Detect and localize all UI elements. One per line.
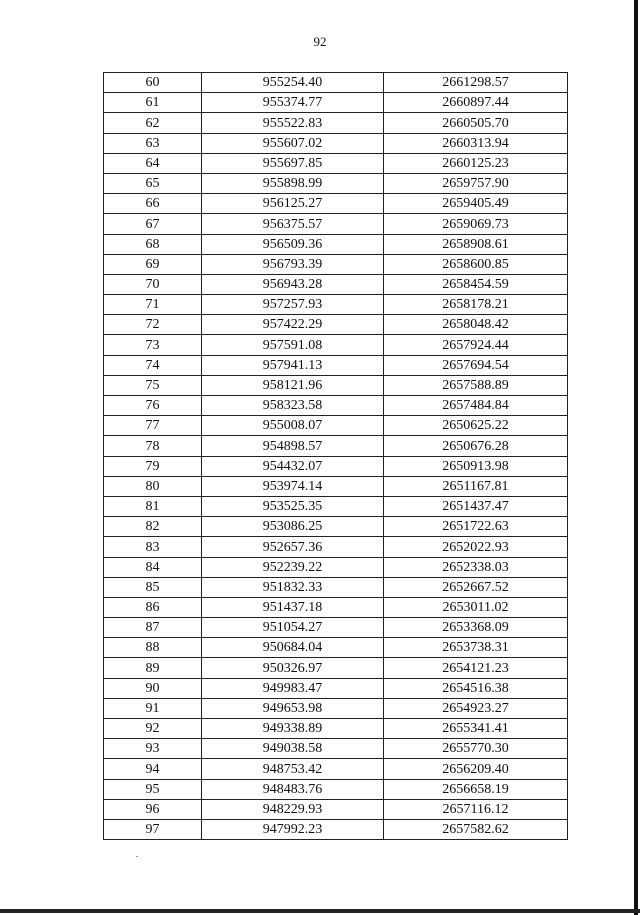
table-row xyxy=(104,739,568,759)
point-number-cell: 79 xyxy=(104,456,202,476)
point-number-cell: 97 xyxy=(104,819,202,839)
y-coordinate-cell: 2654516.38 xyxy=(384,678,568,698)
x-coordinate-cell: 951054.27 xyxy=(202,618,384,638)
x-coordinate-cell: 949338.89 xyxy=(202,719,384,739)
page-number: 92 xyxy=(313,34,327,49)
table-row xyxy=(104,335,568,355)
x-coordinate-cell: 951832.33 xyxy=(202,577,384,597)
table-row xyxy=(104,456,568,476)
y-coordinate-cell: 2651437.47 xyxy=(384,496,568,516)
table-row xyxy=(104,779,568,799)
point-number-cell: 87 xyxy=(104,618,202,638)
coordinates-table xyxy=(103,72,568,840)
point-number-cell: 75 xyxy=(104,375,202,395)
point-number-cell: 76 xyxy=(104,396,202,416)
y-coordinate-cell: 2654923.27 xyxy=(384,698,568,718)
table-row xyxy=(104,234,568,254)
x-coordinate-cell: 948229.93 xyxy=(202,799,384,819)
table-row xyxy=(104,577,568,597)
point-number-cell: 65 xyxy=(104,173,202,193)
y-coordinate-cell: 2658178.21 xyxy=(384,295,568,315)
y-coordinate-cell: 2653011.02 xyxy=(384,597,568,617)
table-row xyxy=(104,658,568,678)
table-row xyxy=(104,597,568,617)
x-coordinate-cell: 955374.77 xyxy=(202,93,384,113)
table-row xyxy=(104,819,568,839)
x-coordinate-cell: 948753.42 xyxy=(202,759,384,779)
table-row xyxy=(104,295,568,315)
x-coordinate-cell: 951437.18 xyxy=(202,597,384,617)
x-coordinate-cell: 953525.35 xyxy=(202,496,384,516)
point-number-cell: 72 xyxy=(104,315,202,335)
point-number-cell: 81 xyxy=(104,496,202,516)
x-coordinate-cell: 956509.36 xyxy=(202,234,384,254)
point-number-cell: 68 xyxy=(104,234,202,254)
y-coordinate-cell: 2650625.22 xyxy=(384,416,568,436)
x-coordinate-cell: 955008.07 xyxy=(202,416,384,436)
table-row xyxy=(104,517,568,537)
x-coordinate-cell: 954898.57 xyxy=(202,436,384,456)
y-coordinate-cell: 2657116.12 xyxy=(384,799,568,819)
point-number-cell: 78 xyxy=(104,436,202,456)
x-coordinate-cell: 955697.85 xyxy=(202,153,384,173)
y-coordinate-cell: 2657588.89 xyxy=(384,375,568,395)
point-number-cell: 91 xyxy=(104,698,202,718)
x-coordinate-cell: 948483.76 xyxy=(202,779,384,799)
y-coordinate-cell: 2657582.62 xyxy=(384,819,568,839)
y-coordinate-cell: 2653738.31 xyxy=(384,638,568,658)
point-number-cell: 93 xyxy=(104,739,202,759)
page-edge-bottom xyxy=(0,909,640,913)
y-coordinate-cell: 2655341.41 xyxy=(384,719,568,739)
table-row xyxy=(104,93,568,113)
x-coordinate-cell: 949653.98 xyxy=(202,698,384,718)
table-row xyxy=(104,537,568,557)
y-coordinate-cell: 2660897.44 xyxy=(384,93,568,113)
x-coordinate-cell: 955254.40 xyxy=(202,73,384,93)
point-number-cell: 71 xyxy=(104,295,202,315)
point-number-cell: 77 xyxy=(104,416,202,436)
table-row xyxy=(104,214,568,234)
x-coordinate-cell: 950684.04 xyxy=(202,638,384,658)
y-coordinate-cell: 2657484.84 xyxy=(384,396,568,416)
y-coordinate-cell: 2658600.85 xyxy=(384,254,568,274)
x-coordinate-cell: 956125.27 xyxy=(202,194,384,214)
x-coordinate-cell: 958323.58 xyxy=(202,396,384,416)
table-row xyxy=(104,638,568,658)
table-row xyxy=(104,618,568,638)
y-coordinate-cell: 2651722.63 xyxy=(384,517,568,537)
y-coordinate-cell: 2650676.28 xyxy=(384,436,568,456)
point-number-cell: 64 xyxy=(104,153,202,173)
table-row xyxy=(104,698,568,718)
x-coordinate-cell: 956375.57 xyxy=(202,214,384,234)
point-number-cell: 80 xyxy=(104,476,202,496)
y-coordinate-cell: 2650913.98 xyxy=(384,456,568,476)
x-coordinate-cell: 955898.99 xyxy=(202,173,384,193)
y-coordinate-cell: 2652667.52 xyxy=(384,577,568,597)
y-coordinate-cell: 2656209.40 xyxy=(384,759,568,779)
coordinates-table-body xyxy=(104,73,568,840)
x-coordinate-cell: 956943.28 xyxy=(202,274,384,294)
point-number-cell: 94 xyxy=(104,759,202,779)
x-coordinate-cell: 954432.07 xyxy=(202,456,384,476)
x-coordinate-cell: 955522.83 xyxy=(202,113,384,133)
y-coordinate-cell: 2660313.94 xyxy=(384,133,568,153)
page-edge-right xyxy=(634,0,638,915)
x-coordinate-cell: 952239.22 xyxy=(202,557,384,577)
table-row xyxy=(104,375,568,395)
y-coordinate-cell: 2659757.90 xyxy=(384,173,568,193)
point-number-cell: 69 xyxy=(104,254,202,274)
x-coordinate-cell: 957591.08 xyxy=(202,335,384,355)
x-coordinate-cell: 958121.96 xyxy=(202,375,384,395)
x-coordinate-cell: 947992.23 xyxy=(202,819,384,839)
table-row xyxy=(104,719,568,739)
point-number-cell: 60 xyxy=(104,73,202,93)
x-coordinate-cell: 956793.39 xyxy=(202,254,384,274)
table-row xyxy=(104,799,568,819)
table-row xyxy=(104,173,568,193)
point-number-cell: 70 xyxy=(104,274,202,294)
point-number-cell: 62 xyxy=(104,113,202,133)
x-coordinate-cell: 949038.58 xyxy=(202,739,384,759)
y-coordinate-cell: 2652338.03 xyxy=(384,557,568,577)
table-row xyxy=(104,396,568,416)
x-coordinate-cell: 953086.25 xyxy=(202,517,384,537)
table-row xyxy=(104,436,568,456)
scan-speck xyxy=(136,856,138,857)
point-number-cell: 73 xyxy=(104,335,202,355)
point-number-cell: 84 xyxy=(104,557,202,577)
table-row xyxy=(104,113,568,133)
table-row xyxy=(104,476,568,496)
y-coordinate-cell: 2658908.61 xyxy=(384,234,568,254)
point-number-cell: 83 xyxy=(104,537,202,557)
x-coordinate-cell: 949983.47 xyxy=(202,678,384,698)
point-number-cell: 86 xyxy=(104,597,202,617)
table-row xyxy=(104,73,568,93)
point-number-cell: 88 xyxy=(104,638,202,658)
table-row xyxy=(104,254,568,274)
table-row xyxy=(104,315,568,335)
table-row xyxy=(104,678,568,698)
table-row xyxy=(104,416,568,436)
x-coordinate-cell: 952657.36 xyxy=(202,537,384,557)
x-coordinate-cell: 957941.13 xyxy=(202,355,384,375)
point-number-cell: 61 xyxy=(104,93,202,113)
table-row xyxy=(104,133,568,153)
point-number-cell: 90 xyxy=(104,678,202,698)
point-number-cell: 96 xyxy=(104,799,202,819)
x-coordinate-cell: 950326.97 xyxy=(202,658,384,678)
table-row xyxy=(104,194,568,214)
point-number-cell: 67 xyxy=(104,214,202,234)
y-coordinate-cell: 2657924.44 xyxy=(384,335,568,355)
y-coordinate-cell: 2660505.70 xyxy=(384,113,568,133)
point-number-cell: 92 xyxy=(104,719,202,739)
y-coordinate-cell: 2653368.09 xyxy=(384,618,568,638)
point-number-cell: 89 xyxy=(104,658,202,678)
point-number-cell: 82 xyxy=(104,517,202,537)
table-row xyxy=(104,274,568,294)
table-row xyxy=(104,496,568,516)
y-coordinate-cell: 2652022.93 xyxy=(384,537,568,557)
point-number-cell: 63 xyxy=(104,133,202,153)
x-coordinate-cell: 955607.02 xyxy=(202,133,384,153)
y-coordinate-cell: 2659405.49 xyxy=(384,194,568,214)
y-coordinate-cell: 2660125.23 xyxy=(384,153,568,173)
x-coordinate-cell: 957422.29 xyxy=(202,315,384,335)
table-row xyxy=(104,759,568,779)
y-coordinate-cell: 2654121.23 xyxy=(384,658,568,678)
y-coordinate-cell: 2658048.42 xyxy=(384,315,568,335)
y-coordinate-cell: 2651167.81 xyxy=(384,476,568,496)
table-row xyxy=(104,355,568,375)
y-coordinate-cell: 2658454.59 xyxy=(384,274,568,294)
table-row xyxy=(104,557,568,577)
point-number-cell: 74 xyxy=(104,355,202,375)
point-number-cell: 85 xyxy=(104,577,202,597)
x-coordinate-cell: 957257.93 xyxy=(202,295,384,315)
y-coordinate-cell: 2655770.30 xyxy=(384,739,568,759)
table-row xyxy=(104,153,568,173)
y-coordinate-cell: 2659069.73 xyxy=(384,214,568,234)
y-coordinate-cell: 2661298.57 xyxy=(384,73,568,93)
point-number-cell: 66 xyxy=(104,194,202,214)
x-coordinate-cell: 953974.14 xyxy=(202,476,384,496)
y-coordinate-cell: 2656658.19 xyxy=(384,779,568,799)
point-number-cell: 95 xyxy=(104,779,202,799)
y-coordinate-cell: 2657694.54 xyxy=(384,355,568,375)
